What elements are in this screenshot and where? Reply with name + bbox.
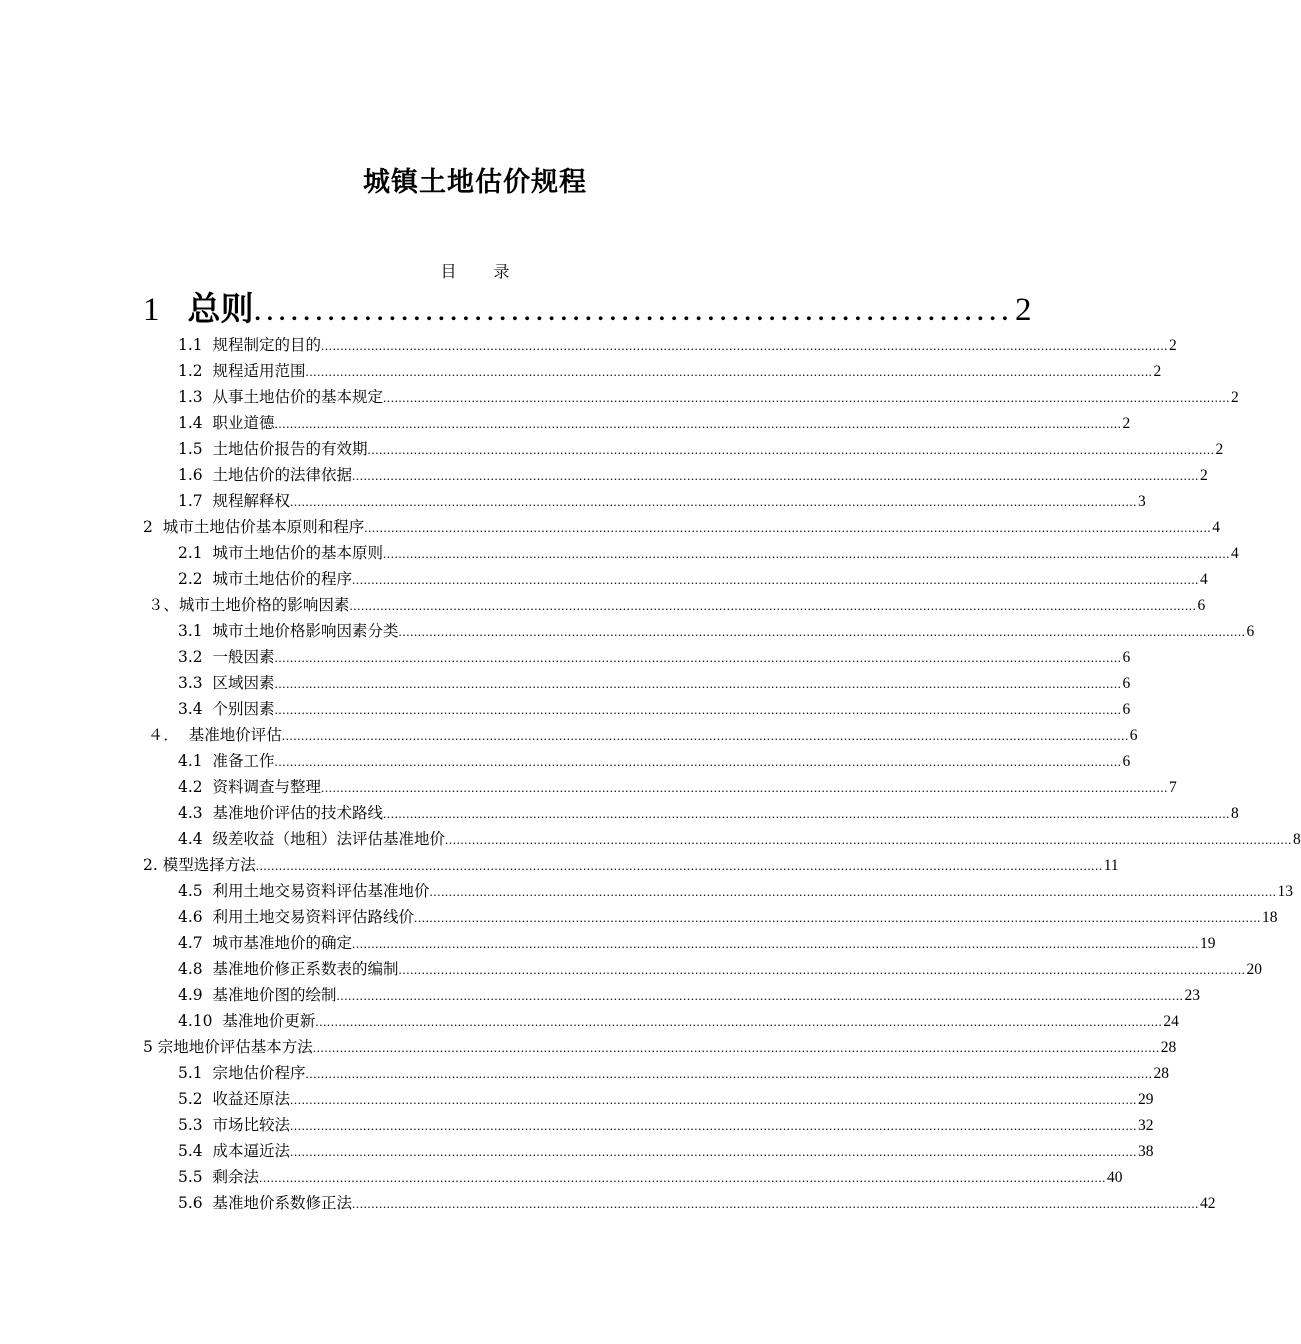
- toc-leader-dots: ............................................................................................................................................................................................................................: [414, 910, 1262, 925]
- toc-leader-dots: ............................................................................................................................................................................................................................: [274, 650, 1122, 665]
- toc-entry-label: 2.2 城市土地估价的程序: [178, 570, 353, 588]
- toc-entry-label: 1.7 规程解释权: [178, 492, 291, 510]
- toc-entry-label: 5.5 剩余法: [178, 1168, 260, 1186]
- toc-entry-label: ４． 基准地价评估: [143, 726, 282, 744]
- toc-entry-label: 3.3 区域因素: [178, 674, 275, 692]
- toc-entry-page: 4: [1231, 545, 1239, 562]
- toc-entry-page: 18: [1262, 909, 1278, 926]
- toc-entry-page: 42: [1200, 1195, 1216, 1212]
- toc-entry-page: 38: [1138, 1143, 1154, 1160]
- toc-entry-label: 1.2 规程适用范围: [178, 362, 306, 380]
- toc-entry-page: 6: [1122, 701, 1131, 718]
- toc-entry-label: 1.1 规程制定的目的: [178, 336, 322, 354]
- toc-leader-dots: ............................................................................................................................................................................................................................: [305, 364, 1153, 379]
- toc-entry-page: 2: [1231, 389, 1239, 406]
- toc-entry-page: 6: [1122, 649, 1131, 666]
- toc-entry-chapter-1[interactable]: [143, 286, 1032, 332]
- toc-entry-page: 2: [1153, 363, 1162, 380]
- toc-entry-label: 总则: [187, 289, 254, 328]
- toc-entry[interactable]: [143, 410, 1131, 436]
- toc-entry[interactable]: [143, 696, 1131, 722]
- toc-entry-page: 23: [1184, 987, 1201, 1004]
- toc-leader-dots: ............................................................................................................................................................................................................................: [312, 1040, 1160, 1055]
- toc-entry[interactable]: [143, 982, 1201, 1008]
- toc-entry-label: 3.4 个别因素: [178, 700, 275, 718]
- toc-entry-page: 4: [1212, 519, 1220, 536]
- toc-entry-page: 4: [1200, 571, 1208, 588]
- toc-entry-number: 1: [143, 292, 160, 328]
- toc-entry-page: 3: [1138, 493, 1146, 510]
- toc-entry-list: [143, 332, 1301, 1216]
- toc-entry-label: 1.5 土地估价报告的有效期: [178, 440, 368, 458]
- toc-entry[interactable]: [143, 462, 1208, 488]
- toc-entry-label: 4.4 级差收益（地租）法评估基准地价: [178, 830, 446, 848]
- toc-entry-page: 24: [1163, 1013, 1179, 1030]
- toc-entry-label: 1.3 从事土地估价的基本规定: [178, 388, 384, 406]
- toc-entry-label: 5.3 市场比较法: [178, 1116, 291, 1134]
- toc-entry-label: 4.10 基准地价更新: [178, 1012, 316, 1030]
- toc-leader-dots: ............................................................................................................................................................................................................................: [383, 806, 1231, 821]
- toc-leader-dots: ............................................................................................................................................................................................................................: [336, 988, 1184, 1003]
- toc-entry[interactable]: [143, 1190, 1216, 1216]
- toc-entry-page: 8: [1231, 805, 1239, 822]
- toc-entry-page: 2: [1169, 337, 1177, 354]
- toc-heading: 目 录: [440, 262, 510, 281]
- toc-entry[interactable]: [143, 774, 1177, 800]
- toc-leader-dots: ............................................................................................................................................................................................................................: [290, 1144, 1138, 1159]
- toc-leader-dots: ............................................................................................................................................................................................................................: [364, 520, 1212, 535]
- toc-entry-label: 4.3 基准地价评估的技术路线: [178, 804, 384, 822]
- toc-entry-page: 28: [1160, 1039, 1177, 1056]
- toc-entry-page: 6: [1122, 675, 1131, 692]
- toc-entry-page: 6: [1122, 753, 1131, 770]
- toc-entry[interactable]: [143, 930, 1216, 956]
- toc-entry[interactable]: [143, 1034, 1177, 1060]
- toc-entry-label: 2 城市土地估价基本原则和程序: [143, 518, 365, 536]
- toc-entry-page: 2: [1215, 441, 1224, 458]
- toc-leader-dots: ............................................................................................................................................................................................................................: [398, 624, 1246, 639]
- toc-entry[interactable]: [143, 1112, 1154, 1138]
- toc-leader-dots: ............................................................................................................................................................................................................................: [259, 1170, 1107, 1185]
- toc-entry-page: 32: [1138, 1117, 1154, 1134]
- toc-entry-label: 4.7 城市基准地价的确定: [178, 934, 353, 952]
- toc-leader-dots: ............................................................................................................................................................................................................................: [274, 702, 1122, 717]
- toc-entry-page: 6: [1246, 623, 1255, 640]
- toc-leader-dots: ............................................................................................................................................................................................................................: [352, 1196, 1200, 1211]
- toc-leader-dots: ............................................................................................................................................................................................................................: [321, 338, 1169, 353]
- toc-entry-page: 13: [1277, 883, 1294, 900]
- toc-leader-dots: ............................................................................................................................................................................................................................: [367, 442, 1215, 457]
- toc-leader-dots: ............................................................................................................................................................................................................................: [445, 832, 1293, 847]
- toc-entry-page: 19: [1200, 935, 1216, 952]
- toc-entry-page: 2: [1200, 467, 1208, 484]
- toc-entry-page: 20: [1246, 961, 1263, 978]
- toc-entry-label: 4.8 基准地价修正系数表的编制: [178, 960, 399, 978]
- toc-entry-page: 11: [1103, 857, 1119, 874]
- toc-entry-page: 7: [1169, 779, 1177, 796]
- toc-entry[interactable]: [143, 436, 1224, 462]
- toc-entry-label: 4.1 准备工作: [178, 752, 275, 770]
- toc-entry-page: 2: [1015, 292, 1032, 328]
- toc-leader-dots: ............................................................................................................................................................................................................................: [321, 780, 1169, 795]
- toc-entry[interactable]: [143, 748, 1131, 774]
- toc-entry-label: 4.6 利用土地交易资料评估路线价: [178, 908, 415, 926]
- toc-leader-dots: ............................................................................................................................................................................................................................: [383, 546, 1231, 561]
- toc-entry-label: 5.6 基准地价系数修正法: [178, 1194, 353, 1212]
- toc-leader-dots: ..............................................................: [253, 292, 1013, 328]
- toc-leader-dots: ............................................................................................................................................................................................................................: [352, 936, 1200, 951]
- toc-entry-label: 1.6 土地估价的法律依据: [178, 466, 353, 484]
- toc-leader-dots: ............................................................................................................................................................................................................................: [290, 494, 1138, 509]
- toc-leader-dots: ............................................................................................................................................................................................................................: [290, 1092, 1138, 1107]
- toc-entry-label: 5 宗地地价评估基本方法: [143, 1038, 313, 1056]
- toc-entry[interactable]: [143, 644, 1131, 670]
- toc-leader-dots: ............................................................................................................................................................................................................................: [274, 676, 1122, 691]
- toc-leader-dots: ............................................................................................................................................................................................................................: [398, 962, 1246, 977]
- toc-leader-dots: ............................................................................................................................................................................................................................: [274, 754, 1122, 769]
- toc-leader-dots: ............................................................................................................................................................................................................................: [349, 598, 1197, 613]
- toc-entry[interactable]: [143, 826, 1301, 852]
- toc-entry[interactable]: [143, 1060, 1170, 1086]
- toc-leader-dots: ............................................................................................................................................................................................................................: [352, 468, 1200, 483]
- toc-entry-page: 40: [1107, 1169, 1123, 1186]
- toc-entry[interactable]: [143, 618, 1255, 644]
- toc-entry-label: 3.2 一般因素: [178, 648, 275, 666]
- toc-entry[interactable]: [143, 358, 1162, 384]
- toc-entry[interactable]: [143, 878, 1294, 904]
- toc-entry[interactable]: [143, 1138, 1154, 1164]
- toc-entry-label: 5.2 收益还原法: [178, 1090, 291, 1108]
- toc-leader-dots: ............................................................................................................................................................................................................................: [352, 572, 1200, 587]
- toc-entry[interactable]: [143, 670, 1131, 696]
- toc-entry[interactable]: [143, 488, 1146, 514]
- toc-entry-page: 6: [1197, 597, 1206, 614]
- toc-entry-page: 6: [1129, 727, 1138, 744]
- toc-entry[interactable]: [143, 852, 1119, 878]
- toc-entry[interactable]: [143, 514, 1220, 540]
- toc-entry-label: 5.1 宗地估价程序: [178, 1064, 306, 1082]
- toc-entry-label: 2. 模型选择方法: [143, 856, 256, 874]
- toc-entry-label: 3.1 城市土地价格影响因素分类: [178, 622, 399, 640]
- toc-entry[interactable]: [143, 540, 1239, 566]
- toc-leader-dots: ............................................................................................................................................................................................................................: [315, 1014, 1163, 1029]
- toc-entry[interactable]: [143, 592, 1206, 618]
- toc-entry[interactable]: [143, 904, 1278, 930]
- toc-entry-label: 1.4 职业道德: [178, 414, 275, 432]
- toc-entry[interactable]: [143, 722, 1138, 748]
- toc-entry-page: 28: [1153, 1065, 1170, 1082]
- toc-entry-label: 4.5 利用土地交易资料评估基准地价: [178, 882, 430, 900]
- toc-entry[interactable]: [143, 800, 1239, 826]
- toc-entry-page: 2: [1122, 415, 1131, 432]
- toc-leader-dots: ............................................................................................................................................................................................................................: [281, 728, 1129, 743]
- toc-entry-label: ３、城市土地价格的影响因素: [143, 596, 350, 614]
- toc-entry[interactable]: [143, 1086, 1154, 1112]
- toc-entry[interactable]: [143, 956, 1263, 982]
- toc-leader-dots: ............................................................................................................................................................................................................................: [255, 858, 1103, 873]
- toc-entry-page: 8: [1293, 831, 1301, 848]
- toc-entry[interactable]: [143, 384, 1239, 410]
- toc-leader-dots: ............................................................................................................................................................................................................................: [305, 1066, 1153, 1081]
- toc-entry-label: 4.2 资料调查与整理: [178, 778, 322, 796]
- toc-entry[interactable]: [143, 566, 1208, 592]
- toc-entry-page: 29: [1138, 1091, 1154, 1108]
- toc-leader-dots: ............................................................................................................................................................................................................................: [290, 1118, 1138, 1133]
- toc-entry-label: 5.4 成本逼近法: [178, 1142, 291, 1160]
- toc-leader-dots: ............................................................................................................................................................................................................................: [429, 884, 1277, 899]
- document-title: 城镇土地估价规程: [363, 167, 587, 198]
- toc-leader-dots: ............................................................................................................................................................................................................................: [383, 390, 1231, 405]
- toc-entry[interactable]: [143, 1164, 1123, 1190]
- toc-entry-label: 4.9 基准地价图的绘制: [178, 986, 337, 1004]
- toc-entry[interactable]: [143, 1008, 1179, 1034]
- table-of-contents: [143, 286, 1301, 1216]
- toc-leader-dots: ............................................................................................................................................................................................................................: [274, 416, 1122, 431]
- toc-entry-label: 2.1 城市土地估价的基本原则: [178, 544, 384, 562]
- toc-entry[interactable]: [143, 332, 1177, 358]
